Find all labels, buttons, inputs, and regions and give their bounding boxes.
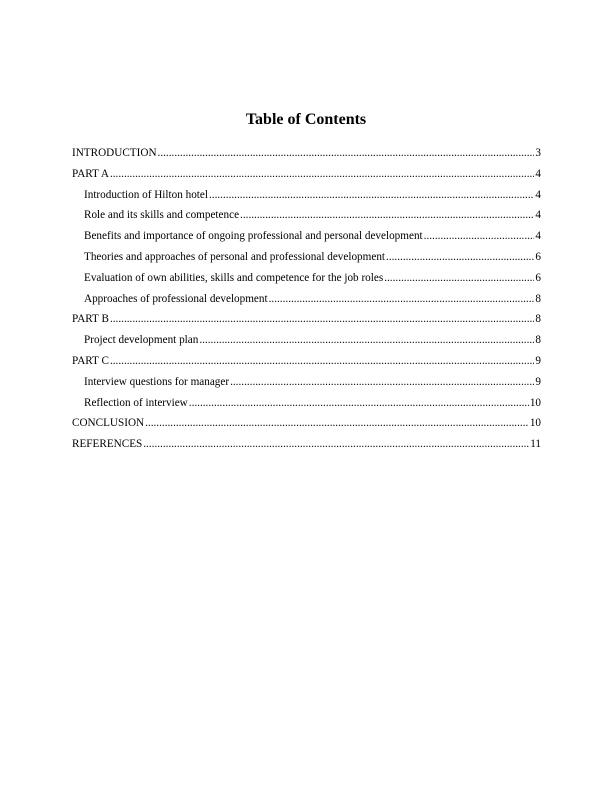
toc-entry-project-development-plan[interactable] [72, 330, 541, 351]
toc-dot-leader [386, 247, 534, 268]
toc-dot-leader [110, 309, 534, 330]
toc-page-number: 3 [535, 147, 541, 159]
toc-page-number: 4 [535, 188, 541, 201]
toc-entry-evaluation-abilities[interactable] [72, 268, 541, 289]
toc-entry-label: Reflection of interview [84, 396, 188, 409]
toc-entry-approaches-professional-development[interactable] [72, 289, 541, 310]
toc-page-number: 8 [535, 313, 541, 326]
toc-entry-part-b[interactable] [72, 309, 541, 330]
toc-entry-introduction-of-hilton-hotel[interactable] [72, 185, 541, 206]
toc-entry-part-a[interactable] [72, 164, 541, 185]
toc-dot-leader [189, 393, 529, 414]
toc-entry-label: Role and its skills and competence [84, 209, 240, 222]
toc-entry-label: PART A [72, 167, 109, 180]
toc-entry-label: Evaluation of own abilities, skills and competence for the job roles [84, 271, 384, 284]
toc-entry-label: Approaches of professional development [84, 292, 268, 305]
toc-entry-label: Theories and approaches of personal and professional development [84, 250, 386, 263]
toc-entry-interview-questions[interactable] [72, 372, 541, 393]
toc-dot-leader [158, 143, 535, 164]
toc-entry-label: REFERENCES [72, 438, 143, 451]
toc-page-number: 9 [535, 354, 541, 367]
toc-page-number: 4 [535, 209, 541, 222]
toc-dot-leader [240, 205, 534, 226]
toc-page-number: 10 [529, 417, 541, 430]
toc-entry-reflection-of-interview[interactable] [72, 393, 541, 414]
toc-dot-leader [269, 289, 535, 310]
toc-entry-references[interactable] [72, 434, 541, 455]
toc-entry-label: CONCLUSION [72, 417, 145, 430]
toc-entry-theories-approaches[interactable] [72, 247, 541, 268]
toc-dot-leader [110, 351, 534, 372]
toc-title: Table of Contents [245, 111, 367, 128]
toc-entry-label: Interview questions for manager [84, 375, 230, 388]
toc-entry-introduction[interactable] [72, 143, 541, 164]
toc-list [72, 143, 541, 455]
toc-entry-label: Benefits and importance of ongoing professional and personal development [84, 230, 423, 243]
toc-page-number: 6 [535, 250, 541, 263]
toc-entry-part-c[interactable] [72, 351, 541, 372]
toc-page-number: 9 [535, 375, 541, 388]
toc-page-number: 11 [530, 438, 541, 451]
toc-dot-leader [110, 164, 534, 185]
toc-dot-leader [384, 268, 534, 289]
toc-page-number: 8 [535, 292, 541, 305]
toc-page-number: 10 [529, 396, 541, 409]
toc-entry-label: PART B [72, 313, 109, 326]
toc-entry-label: Introduction of Hilton hotel [84, 188, 208, 201]
toc-page-number: 6 [535, 271, 541, 284]
toc-page-number: 4 [535, 230, 541, 243]
toc-entry-benefits-importance[interactable] [72, 226, 541, 247]
toc-dot-leader [145, 413, 529, 434]
toc-page-number: 4 [535, 167, 541, 180]
toc-entry-role-skills-competence[interactable] [72, 205, 541, 226]
toc-dot-leader [209, 185, 534, 206]
toc-entry-label: PART C [72, 354, 109, 367]
toc-dot-leader [199, 330, 534, 351]
toc-dot-leader [230, 372, 534, 393]
toc-entry-label: INTRODUCTION [72, 147, 157, 159]
toc-entry-conclusion[interactable] [72, 413, 541, 434]
toc-dot-leader [143, 434, 529, 455]
toc-dot-leader [424, 226, 535, 247]
toc-entry-label: Project development plan [84, 334, 199, 347]
toc-page-number: 8 [535, 334, 541, 347]
